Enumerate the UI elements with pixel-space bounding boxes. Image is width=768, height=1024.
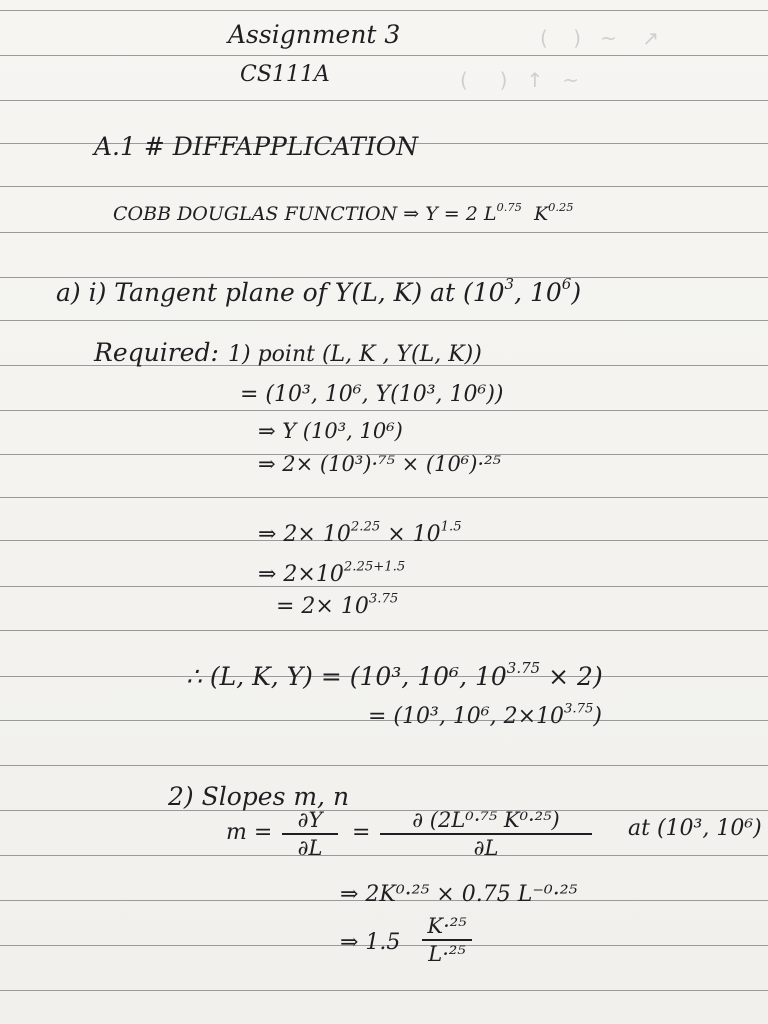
ruled-line (0, 186, 768, 187)
step4-base: ⇒ 2× 10 (258, 522, 351, 547)
fraction-numerator: ∂ (2L⁰·⁷⁵ K⁰·²⁵) (412, 808, 560, 832)
ruled-line (0, 990, 768, 991)
fraction-numerator: ∂Y (297, 808, 323, 832)
ruled-line (0, 55, 768, 56)
point-step-3: ⇒ 2× (10³)·⁷⁵ × (10⁶)·²⁵ (258, 452, 501, 476)
assignment-title: Assignment 3 (228, 20, 401, 49)
fraction-bar (422, 939, 472, 941)
ruled-line (0, 410, 768, 411)
step4-exponent-1: 2.25 (350, 519, 381, 535)
slope-step-2-prefix: ⇒ 1.5 (340, 930, 401, 955)
section-heading: A.1 # DIFFAPPLICATION (94, 132, 419, 161)
conclusion-text: ∴ (L, K, Y) = (10³, 10⁶, 10 (186, 662, 507, 691)
point-step-5 (258, 559, 406, 587)
partial-y-partial-l (282, 808, 338, 860)
bleed-through-mark: ( ) ~ ↗ (540, 26, 660, 50)
partial-derivative-expression (380, 808, 592, 860)
step5-base: ⇒ 2×10 (258, 562, 344, 587)
ruled-line (0, 100, 768, 101)
step6-exponent: 3.75 (368, 591, 399, 607)
ruled-line (0, 320, 768, 321)
question-text-end: ) (571, 278, 582, 307)
slope-step-1: ⇒ 2K⁰·²⁵ × 0.75 L⁻⁰·²⁵ (340, 882, 578, 907)
step5-exponent: 2.25+1.5 (343, 559, 406, 575)
evaluation-point: at (10³, 10⁶) (628, 816, 762, 841)
fraction-bar (282, 833, 338, 835)
fraction-denominator: ∂L (473, 836, 499, 861)
ruled-line (0, 497, 768, 498)
conclusion-exponent: 3.75 (506, 659, 541, 677)
fraction-numerator: K·²⁵ (427, 914, 467, 938)
conclusion-exponent: 3.75 (564, 701, 594, 717)
question-a-i (56, 275, 582, 307)
ruled-line (0, 630, 768, 631)
ruled-line (0, 232, 768, 233)
fraction-denominator: ∂L (297, 836, 323, 861)
conclusion-text: = (10³, 10⁶, 2×10 (368, 704, 565, 729)
question-exponent: 6 (561, 275, 572, 293)
step4-exponent-2: 1.5 (440, 519, 462, 535)
conclusion-text-end: ) (593, 704, 603, 729)
conclusion-line-2 (368, 701, 603, 729)
course-code: CS111A (240, 62, 330, 87)
conclusion-line-1 (186, 659, 603, 691)
slope-m-prefix: m = (226, 820, 273, 845)
point-step-2: ⇒ Y (10³, 10⁶) (258, 419, 403, 443)
ruled-line (0, 765, 768, 766)
fraction-denominator: L·²⁵ (428, 942, 466, 967)
function-label: COBB DOUGLAS FUNCTION ⇒ Y = 2 L (113, 203, 497, 225)
required-item-point: 1) point (L, K , Y(L, K)) (228, 342, 482, 367)
cobb-douglas-function (113, 199, 574, 225)
step4-mid: × 10 (380, 522, 441, 547)
slopes-heading: 2) Slopes m, n (168, 782, 350, 811)
conclusion-text-end: × 2) (540, 662, 603, 691)
bleed-through-mark: ( ) ↑ ~ (460, 68, 580, 92)
question-text-mid: , 10 (514, 278, 562, 307)
question-exponent: 3 (504, 275, 515, 293)
exponent-k: 0.25 (548, 199, 574, 214)
equals-sign: = (352, 820, 371, 845)
point-step-1: = (10³, 10⁶, Y(10³, 10⁶)) (240, 382, 504, 407)
question-text: a) i) Tangent plane of Y(L, K) at (10 (56, 278, 505, 307)
step6-base: = 2× 10 (276, 594, 369, 619)
required-label: Required: (94, 338, 219, 367)
fraction-bar (380, 833, 592, 835)
point-step-6 (276, 591, 399, 619)
slope-step-2-fraction (422, 914, 472, 966)
ruled-line (0, 10, 768, 11)
ruled-line (0, 586, 768, 587)
point-step-4 (258, 519, 462, 547)
function-k: K (533, 203, 549, 225)
exponent-l: 0.75 (496, 199, 522, 214)
